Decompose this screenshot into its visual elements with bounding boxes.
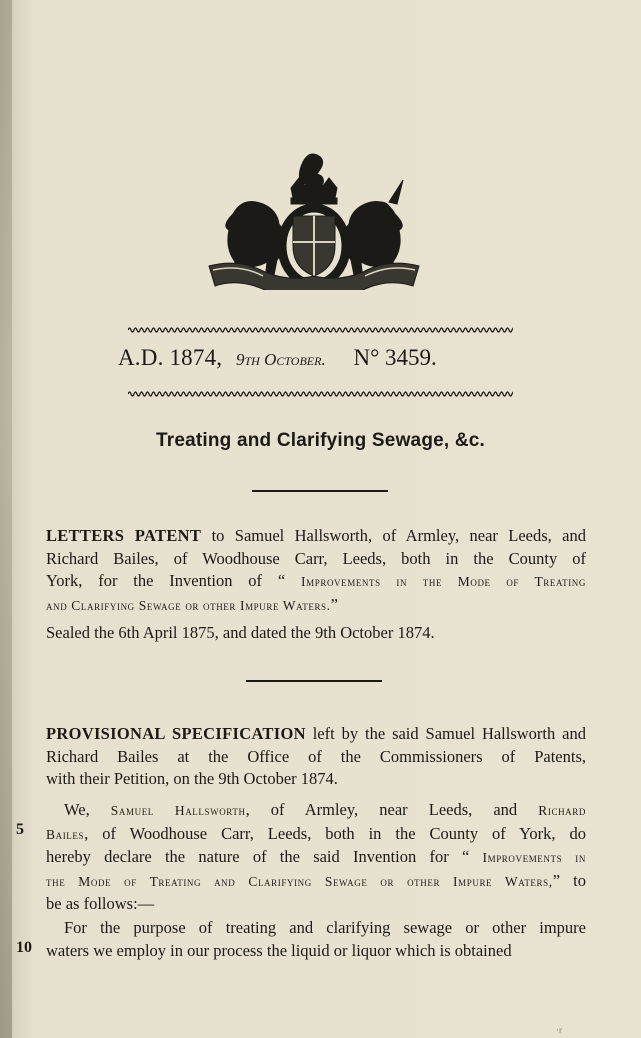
- divider-rule-2: [246, 680, 382, 682]
- text-line: For the purpose of treating and clarifying sewage or other impure: [64, 918, 586, 937]
- text-line: LETTERS PATENT to Samuel Hallsworth, of Armley, near Leeds, and: [46, 526, 587, 545]
- text-line: Richard Bailes, of Woodhouse Carr, Leeds, both in the County of: [46, 548, 586, 568]
- text-line: waters we employ in our process the liquid or liquor which is obtained: [46, 940, 512, 960]
- anno-domini-year: A.D. 1874,: [118, 345, 223, 370]
- line-number-10: 10: [16, 939, 32, 956]
- text-line: Bailes, of Woodhouse Carr, Leeds, both in the County of York, do: [46, 823, 586, 843]
- patent-date: 9th October.: [235, 350, 326, 369]
- decorative-wavy-rule-top: [128, 326, 513, 334]
- sealed-text: Sealed the 6th April 1875, and dated the 9th October 1874.: [46, 623, 435, 642]
- text-line: with their Petition, on the 9th October 1874.: [46, 769, 338, 788]
- patent-title: Treating and Clarifying Sewage, &c.: [155, 430, 486, 451]
- text-line: and Clarifying Sewage or other Impure Waters.”: [46, 594, 338, 614]
- text-line: be as follows:—: [46, 894, 155, 913]
- text-line: the Mode of Treating and Clarifying Sewage or other Impure Waters,” to: [46, 870, 586, 890]
- divider-rule: [252, 490, 388, 492]
- text-line: We, Samuel Hallsworth, of Armley, near Leeds, and Richard: [64, 800, 586, 819]
- patent-number: N° 3459.: [353, 345, 437, 370]
- process-paragraph: [46, 917, 586, 962]
- royal-coat-of-arms-emblem: [205, 150, 423, 290]
- text-line: Richard Bailes at the Office of the Commissioners of Patents,: [46, 746, 586, 766]
- provisional-specification-paragraph: [46, 723, 586, 791]
- text-line: PROVISIONAL SPECIFICATION left by the said Samuel Hallsworth and: [46, 724, 586, 743]
- patent-header: [118, 345, 518, 371]
- corner-mark: ·r: [556, 1025, 562, 1035]
- text-line: hereby declare the nature of the said Invention for “ Improvements in: [46, 847, 586, 866]
- declaration-paragraph: [46, 799, 586, 916]
- binding-edge: [0, 0, 12, 1038]
- text-line: York, for the Invention of “ Improvements in the Mode of Treating: [46, 571, 586, 590]
- line-number-5: 5: [16, 821, 24, 838]
- letters-patent-paragraph: [46, 525, 586, 617]
- decorative-wavy-rule-bottom: [128, 390, 513, 398]
- sealed-line: [46, 622, 586, 645]
